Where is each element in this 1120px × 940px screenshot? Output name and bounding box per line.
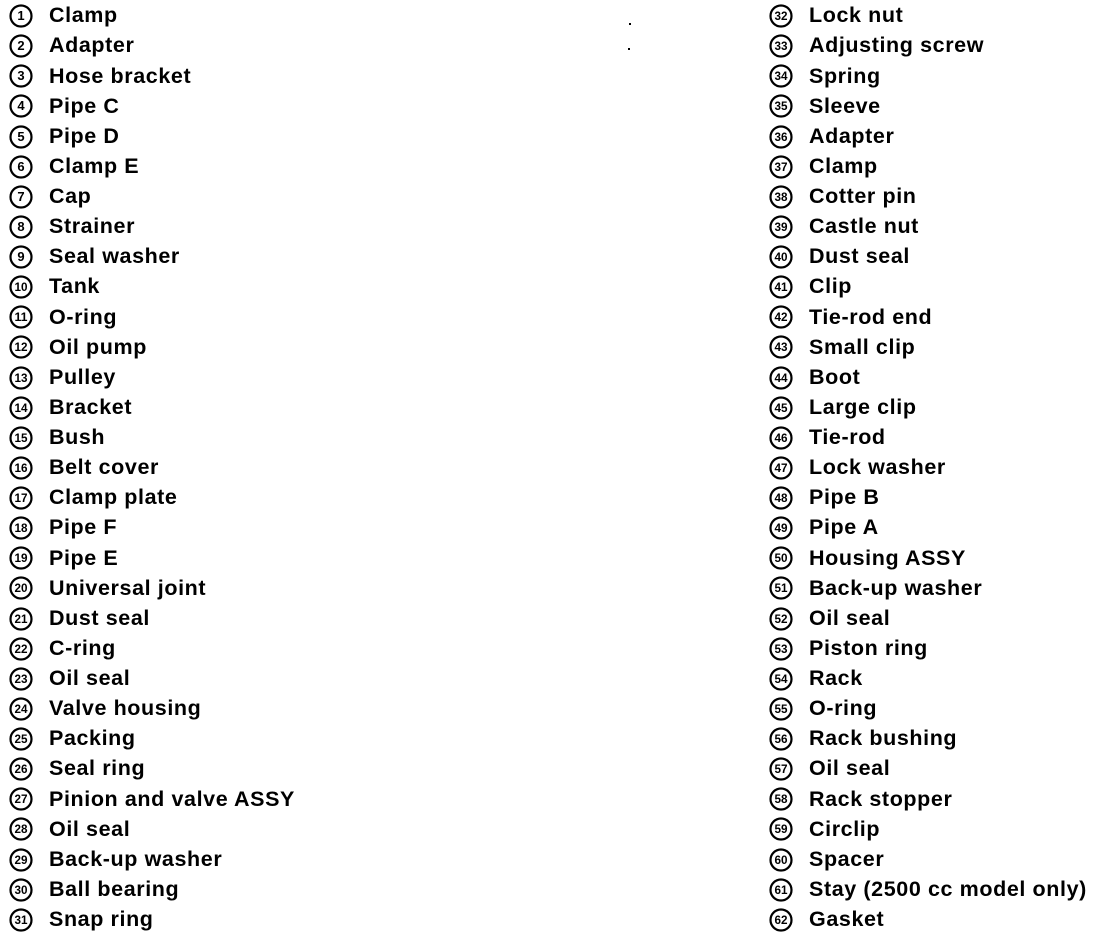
part-row: [8, 875, 368, 905]
part-number: 14: [14, 402, 29, 415]
part-number-circle: [8, 485, 34, 511]
part-name: Seal ring: [49, 756, 146, 781]
part-name: Gasket: [809, 907, 885, 932]
part-number-circle: [768, 365, 794, 391]
part-number: 45: [774, 402, 789, 415]
part-number-circle: [8, 3, 34, 29]
part-number-circle: [768, 33, 794, 59]
part-number-circle: [768, 93, 794, 119]
part-row: [8, 182, 368, 212]
part-row: [768, 573, 1120, 603]
part-name: Adapter: [49, 33, 135, 58]
part-row: [768, 242, 1120, 272]
part-row: [768, 875, 1120, 905]
part-number: 17: [14, 493, 28, 506]
part-name: Back-up washer: [809, 575, 983, 600]
part-number: 24: [14, 704, 29, 717]
part-row: [8, 152, 368, 182]
part-number-circle: [768, 786, 794, 812]
part-row: [8, 694, 368, 724]
part-number: 52: [774, 613, 788, 626]
part-number: 27: [14, 794, 28, 807]
part-number: 19: [14, 553, 28, 566]
part-name: Oil seal: [49, 666, 131, 691]
part-number: 50: [774, 553, 788, 566]
part-number: 44: [774, 372, 789, 385]
part-number-circle: [768, 907, 794, 933]
part-number: 33: [774, 41, 788, 54]
part-number-circle: [8, 274, 34, 300]
part-row: [8, 1, 368, 31]
part-name: Pipe D: [49, 123, 120, 148]
part-number: 62: [774, 915, 788, 928]
part-number: 34: [774, 71, 789, 84]
part-name: Stay (2500 cc model only): [809, 876, 1087, 901]
part-number-circle: [768, 304, 794, 330]
parts-list-right: [768, 1, 1120, 935]
part-row: [8, 754, 368, 784]
part-name: Cotter pin: [809, 184, 917, 209]
part-row: [8, 363, 368, 393]
part-row: [768, 1, 1120, 31]
part-name: Ball bearing: [49, 876, 180, 901]
part-number: 47: [774, 463, 788, 476]
part-row: [768, 182, 1120, 212]
part-row: [768, 272, 1120, 302]
part-number: 40: [774, 252, 788, 265]
part-name: Lock nut: [809, 3, 904, 28]
part-number-circle: [768, 395, 794, 421]
part-number-circle: [8, 304, 34, 330]
part-number: 12: [14, 342, 28, 355]
part-number-circle: [8, 636, 34, 662]
part-number-circle: [768, 545, 794, 571]
part-name: Dust seal: [49, 605, 150, 630]
part-number: 46: [774, 433, 788, 446]
part-number: 31: [14, 915, 29, 928]
part-name: O-ring: [49, 304, 118, 329]
part-number-circle: [8, 154, 34, 180]
part-row: [8, 905, 368, 935]
part-name: Oil seal: [809, 756, 891, 781]
part-number: 32: [774, 11, 788, 24]
part-number-circle: [8, 606, 34, 632]
part-number-circle: [8, 666, 34, 692]
part-name: Boot: [809, 364, 861, 389]
part-name: O-ring: [809, 696, 878, 721]
part-row: [8, 664, 368, 694]
part-number: 28: [14, 824, 29, 837]
part-name: Sleeve: [809, 93, 881, 118]
part-number-circle: [768, 575, 794, 601]
part-name: Oil seal: [49, 816, 131, 841]
part-name: Small clip: [809, 334, 916, 359]
part-name: Housing ASSY: [809, 545, 966, 570]
part-row: [768, 754, 1120, 784]
part-name: Pipe F: [49, 515, 118, 540]
part-row: [8, 272, 368, 302]
part-number-circle: [8, 816, 34, 842]
part-number: 4: [17, 98, 25, 114]
part-number: 2: [17, 38, 25, 54]
part-number-circle: [768, 184, 794, 210]
part-number: 35: [774, 101, 789, 114]
part-number-circle: [8, 33, 34, 59]
part-number-circle: [768, 877, 794, 903]
part-name: Clamp E: [49, 153, 140, 178]
part-row: [8, 634, 368, 664]
part-row: [768, 724, 1120, 754]
part-name: Seal washer: [49, 244, 180, 269]
scan-speck: [629, 23, 631, 25]
part-row: [8, 302, 368, 332]
part-row: [8, 724, 368, 754]
part-number: 41: [774, 282, 789, 295]
part-number-circle: [8, 696, 34, 722]
part-name: Pipe B: [809, 485, 880, 510]
part-name: Universal joint: [49, 575, 207, 600]
part-number-circle: [8, 786, 34, 812]
part-row: [8, 513, 368, 543]
part-number-circle: [8, 575, 34, 601]
part-row: [8, 845, 368, 875]
part-name: Bush: [49, 425, 106, 450]
part-row: [8, 543, 368, 573]
part-number-circle: [768, 485, 794, 511]
part-name: Clip: [809, 274, 853, 299]
part-number: 37: [774, 161, 788, 174]
part-row: [768, 122, 1120, 152]
part-number-circle: [768, 214, 794, 240]
part-name: Large clip: [809, 394, 917, 419]
part-number-circle: [768, 63, 794, 89]
part-number: 59: [774, 824, 788, 837]
part-number-circle: [768, 726, 794, 752]
part-name: Adapter: [809, 123, 895, 148]
part-number: 58: [774, 794, 789, 807]
part-number: 36: [774, 131, 788, 144]
part-row: [8, 61, 368, 91]
part-number-circle: [768, 696, 794, 722]
part-row: [768, 634, 1120, 664]
part-row: [768, 694, 1120, 724]
part-number-circle: [8, 515, 34, 541]
part-name: Clamp: [809, 153, 878, 178]
part-number: 15: [14, 433, 29, 446]
part-name: Snap ring: [49, 907, 154, 932]
part-number: 29: [14, 854, 28, 867]
part-name: Clamp: [49, 3, 118, 28]
part-name: Rack stopper: [809, 786, 953, 811]
scan-speck: [628, 48, 630, 50]
part-number-circle: [8, 425, 34, 451]
part-name: Valve housing: [49, 696, 202, 721]
part-name: Oil pump: [49, 334, 147, 359]
part-number-circle: [768, 606, 794, 632]
part-number-circle: [768, 847, 794, 873]
part-name: Circlip: [809, 816, 881, 841]
part-name: Clamp plate: [49, 485, 178, 510]
part-name: Strainer: [49, 214, 136, 239]
part-number: 1: [17, 8, 25, 24]
part-row: [8, 91, 368, 121]
part-number: 61: [774, 884, 789, 897]
part-name: Pipe E: [49, 545, 119, 570]
part-number-circle: [768, 666, 794, 692]
part-number: 5: [17, 128, 25, 144]
part-number: 10: [14, 282, 28, 295]
part-row: [8, 814, 368, 844]
part-number-circle: [8, 365, 34, 391]
part-number: 3: [17, 68, 25, 84]
part-number-circle: [768, 3, 794, 29]
part-number: 53: [774, 643, 788, 656]
part-number: 39: [774, 222, 788, 235]
part-row: [768, 664, 1120, 694]
part-row: [8, 453, 368, 483]
part-name: Rack: [809, 666, 863, 691]
part-row: [768, 363, 1120, 393]
part-name: Oil seal: [809, 605, 891, 630]
part-number: 48: [774, 493, 789, 506]
part-name: Spacer: [809, 846, 885, 871]
part-name: Belt cover: [49, 455, 159, 480]
part-row: [8, 212, 368, 242]
part-number-circle: [768, 425, 794, 451]
part-number: 13: [14, 372, 28, 385]
part-number-circle: [768, 636, 794, 662]
part-number-circle: [8, 334, 34, 360]
part-row: [768, 212, 1120, 242]
part-name: Rack bushing: [809, 726, 958, 751]
part-number-circle: [8, 184, 34, 210]
part-name: Pulley: [49, 364, 116, 389]
part-name: Tie-rod end: [809, 304, 933, 329]
part-number: 23: [14, 674, 28, 687]
part-row: [8, 393, 368, 423]
part-number-circle: [768, 756, 794, 782]
part-row: [768, 905, 1120, 935]
part-row: [8, 784, 368, 814]
part-name: C-ring: [49, 635, 116, 660]
part-number-circle: [8, 545, 34, 571]
part-number-circle: [8, 124, 34, 150]
part-number: 54: [774, 674, 789, 687]
part-number-circle: [8, 244, 34, 270]
part-row: [8, 483, 368, 513]
part-name: Pipe C: [49, 93, 120, 118]
part-name: Hose bracket: [49, 63, 192, 88]
part-name: Back-up washer: [49, 846, 223, 871]
part-row: [8, 242, 368, 272]
part-name: Pipe A: [809, 515, 879, 540]
part-number: 57: [774, 764, 788, 777]
part-number: 60: [774, 854, 788, 867]
part-row: [768, 31, 1120, 61]
part-number-circle: [8, 847, 34, 873]
part-row: [768, 604, 1120, 634]
part-row: [8, 423, 368, 453]
part-row: [768, 784, 1120, 814]
part-number: 9: [17, 249, 25, 265]
part-number-circle: [8, 907, 34, 933]
part-row: [768, 814, 1120, 844]
part-number: 20: [14, 583, 28, 596]
part-name: Packing: [49, 726, 136, 751]
part-number-circle: [768, 816, 794, 842]
part-row: [768, 332, 1120, 362]
part-number: 55: [774, 704, 789, 717]
part-name: Adjusting screw: [809, 33, 985, 58]
part-row: [768, 302, 1120, 332]
part-row: [768, 845, 1120, 875]
part-row: [768, 543, 1120, 573]
part-number-circle: [768, 244, 794, 270]
part-number-circle: [768, 274, 794, 300]
part-number-circle: [768, 124, 794, 150]
part-number-circle: [768, 515, 794, 541]
part-number-circle: [8, 726, 34, 752]
part-row: [8, 604, 368, 634]
part-row: [768, 393, 1120, 423]
part-number: 7: [17, 189, 25, 205]
part-row: [8, 573, 368, 603]
part-number: 8: [17, 219, 25, 235]
part-name: Piston ring: [809, 635, 928, 660]
part-row: [768, 91, 1120, 121]
part-number: 56: [774, 734, 788, 747]
part-name: Pinion and valve ASSY: [49, 786, 295, 811]
part-number-circle: [8, 395, 34, 421]
part-number: 16: [14, 463, 28, 476]
part-name: Tie-rod: [809, 425, 886, 450]
part-name: Lock washer: [809, 455, 946, 480]
part-row: [8, 122, 368, 152]
part-number: 30: [14, 884, 28, 897]
part-number-circle: [8, 877, 34, 903]
part-number-circle: [768, 334, 794, 360]
part-name: Dust seal: [809, 244, 910, 269]
part-number: 25: [14, 734, 29, 747]
part-number-circle: [8, 63, 34, 89]
part-row: [768, 152, 1120, 182]
part-row: [768, 453, 1120, 483]
part-number: 6: [17, 158, 25, 174]
part-row: [768, 423, 1120, 453]
part-number: 11: [14, 312, 29, 325]
part-name: Bracket: [49, 394, 133, 419]
part-number: 21: [14, 613, 29, 626]
part-row: [8, 332, 368, 362]
part-name: Tank: [49, 274, 100, 299]
parts-list-left: [8, 1, 368, 935]
part-number-circle: [8, 756, 34, 782]
part-number: 18: [14, 523, 29, 536]
part-row: [768, 513, 1120, 543]
part-number-circle: [768, 455, 794, 481]
part-name: Cap: [49, 184, 92, 209]
part-number: 51: [774, 583, 789, 596]
part-number-circle: [768, 154, 794, 180]
part-name: Spring: [809, 63, 881, 88]
part-number: 26: [14, 764, 28, 777]
part-number: 42: [774, 312, 788, 325]
part-name: Castle nut: [809, 214, 919, 239]
part-number: 22: [14, 643, 28, 656]
part-number-circle: [8, 214, 34, 240]
part-number-circle: [8, 93, 34, 119]
part-row: [768, 483, 1120, 513]
part-number: 43: [774, 342, 788, 355]
part-number-circle: [8, 455, 34, 481]
part-number: 49: [774, 523, 788, 536]
part-row: [768, 61, 1120, 91]
part-number: 38: [774, 192, 789, 205]
part-row: [8, 31, 368, 61]
